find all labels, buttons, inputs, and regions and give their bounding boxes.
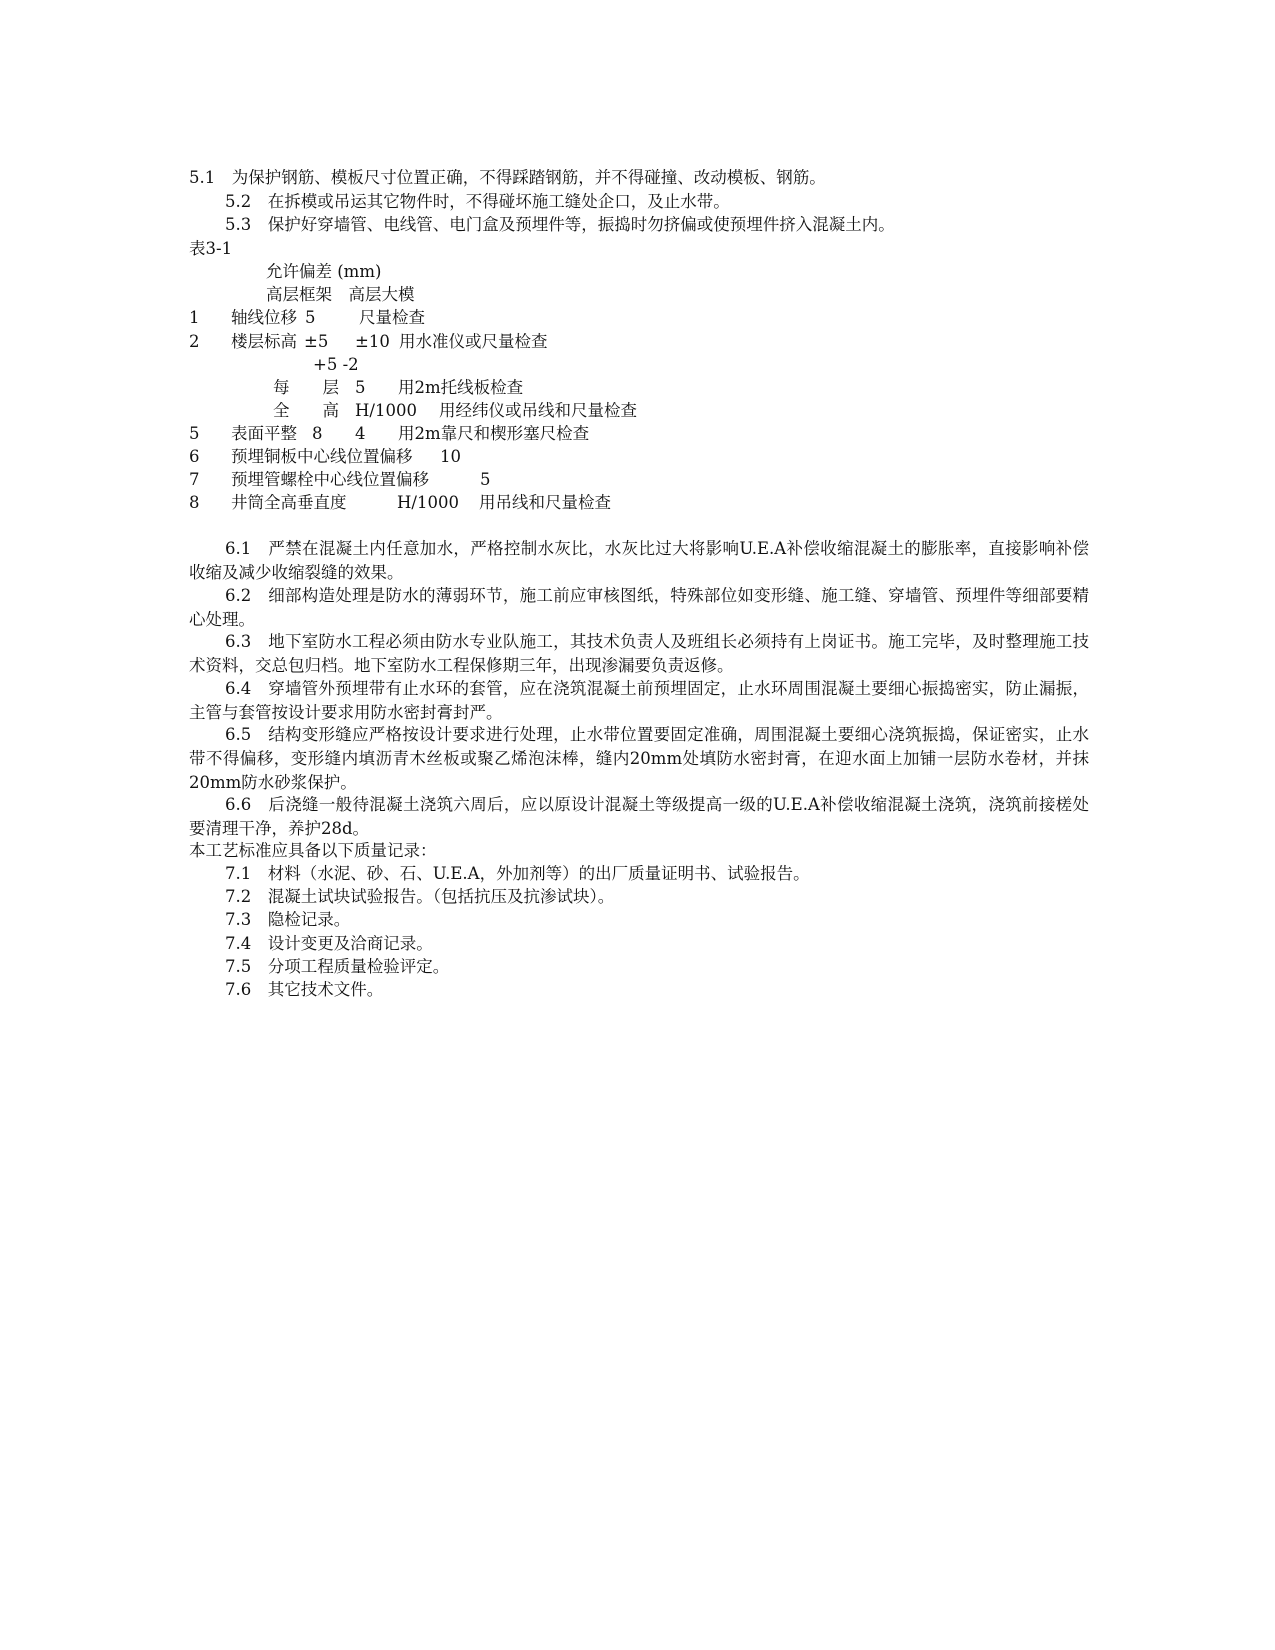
- row-method: 用水准仪或尺量检查: [399, 332, 548, 351]
- subrow-item: 每 层: [273, 378, 339, 397]
- row-item: 轴线位移: [231, 308, 297, 327]
- row-item: 楼层标高: [231, 332, 297, 351]
- row-value-1: 10: [440, 447, 461, 466]
- row-value-1: 8: [312, 424, 323, 443]
- section5-item-1: 5.1 为保护钢筋、模板尺寸位置正确，不得踩踏钢筋，并不得碰撞、改动模板、钢筋。: [189, 168, 826, 187]
- row-number: 2: [189, 332, 200, 351]
- section7-item-5: 7.5 分项工程质量检验评定。: [225, 957, 450, 976]
- table-row: [189, 330, 1089, 354]
- row-number: 5: [189, 424, 200, 443]
- section7-intro: 本工艺标准应具备以下质量记录：: [189, 841, 437, 860]
- row-value-1: H/1000: [397, 493, 459, 512]
- subrow-method: 用经纬仪或吊线和尺量检查: [439, 401, 637, 420]
- section6-item-4: 6.4 穿墙管外预埋带有止水环的套管，应在浇筑混凝土前预埋固定，止水环周围混凝土要细心振捣密实，防止漏振，主管与套管按设计要求用防水密封膏封严。: [189, 679, 1089, 723]
- row-item: 表面平整: [231, 424, 297, 443]
- table-subrow: [189, 376, 1089, 400]
- subrow-value: H/1000: [355, 401, 417, 420]
- section7-item-3: 7.3 隐检记录。: [225, 910, 351, 929]
- section6-item-6: 6.6 后浇缝一般待混凝土浇筑六周后，应以原设计混凝土等级提高一级的U.E.A补偿收缩混凝土浇筑，浇筑前接槎处要清理干净，养护28d。: [189, 795, 1089, 839]
- section6-item-2: 6.2 细部构造处理是防水的薄弱环节，施工前应审核图纸，特殊部位如变形缝、施工缝、穿墙管、预埋件等细部要精心处理。: [189, 586, 1089, 630]
- table-row: [189, 468, 1089, 492]
- row-number: 8: [189, 493, 200, 512]
- row-value-1: ±5: [304, 332, 329, 351]
- table-header-columns: 高层框架 高层大模: [266, 285, 415, 304]
- row-number: 1: [189, 308, 200, 327]
- section7-item-2: 7.2 混凝土试块试验报告。（包括抗压及抗渗试块）。: [225, 887, 615, 906]
- table-subrow: [189, 353, 1089, 377]
- subrow-item: 全 高: [273, 401, 339, 420]
- section6-item-3: 6.3 地下室防水工程必须由防水专业队施工，其技术负责人及班组长必须持有上岗证书。施工完毕，及时整理施工技术资料，交总包归档。地下室防水工程保修期三年，出现渗漏要负责返修。: [189, 632, 1089, 676]
- section7-item-4: 7.4 设计变更及洽商记录。: [225, 934, 433, 953]
- table-subrow: [189, 399, 1089, 423]
- section6-item-5: 6.5 结构变形缝应严格按设计要求进行处理，止水带位置要固定准确，周围混凝土要细心浇筑振捣，保证密实，止水带不得偏移，变形缝内填沥青木丝板或聚乙烯泡沫棒，缝内20mm处填防水密封膏，在迎水面上加铺一层防水卷材，并抹20mm防水砂浆保护。: [189, 725, 1089, 793]
- table-row: [189, 445, 1089, 469]
- section5-item-3: 5.3 保护好穿墙管、电线管、电门盒及预埋件等，振捣时勿挤偏或使预埋件挤入混凝土内。: [225, 215, 895, 234]
- row-value-1: 5: [305, 308, 316, 327]
- row-item: 预埋铜板中心线位置偏移: [231, 447, 413, 466]
- table-header-tolerance: 允许偏差 (mm): [266, 262, 382, 281]
- row-method: 尺量检查: [359, 308, 425, 327]
- row-item: 井筒全高垂直度: [231, 493, 347, 512]
- table-row: [189, 422, 1089, 446]
- row-value-2: ±10: [355, 332, 390, 351]
- row-method: 用吊线和尺量检查: [479, 493, 611, 512]
- table-caption: 表3-1: [189, 239, 233, 258]
- row-number: 7: [189, 470, 200, 489]
- row-item: 预埋管螺栓中心线位置偏移: [231, 470, 429, 489]
- subrow-value: 5: [355, 378, 366, 397]
- subrow-method: 用2m托线板检查: [398, 378, 524, 397]
- row-method: 用2m靠尺和楔形塞尺检查: [398, 424, 590, 443]
- row-value-1: 5: [480, 470, 491, 489]
- section7-item-1: 7.1 材料（水泥、砂、石、U.E.A，外加剂等）的出厂质量证明书、试验报告。: [225, 864, 810, 883]
- section5-item-2: 5.2 在拆模或吊运其它物件时，不得碰坏施工缝处企口，及止水带。: [225, 192, 730, 211]
- table-row: [189, 306, 1089, 330]
- section6-item-1: 6.1 严禁在混凝土内任意加水，严格控制水灰比，水灰比过大将影响U.E.A补偿收缩混凝土的膨胀率，直接影响补偿收缩及减少收缩裂缝的效果。: [189, 539, 1089, 583]
- table-row: [189, 491, 1089, 515]
- row-number: 6: [189, 447, 200, 466]
- row-value-2: 4: [355, 424, 366, 443]
- subrow-text: +5 -2: [313, 355, 359, 374]
- section7-item-6: 7.6 其它技术文件。: [225, 980, 384, 999]
